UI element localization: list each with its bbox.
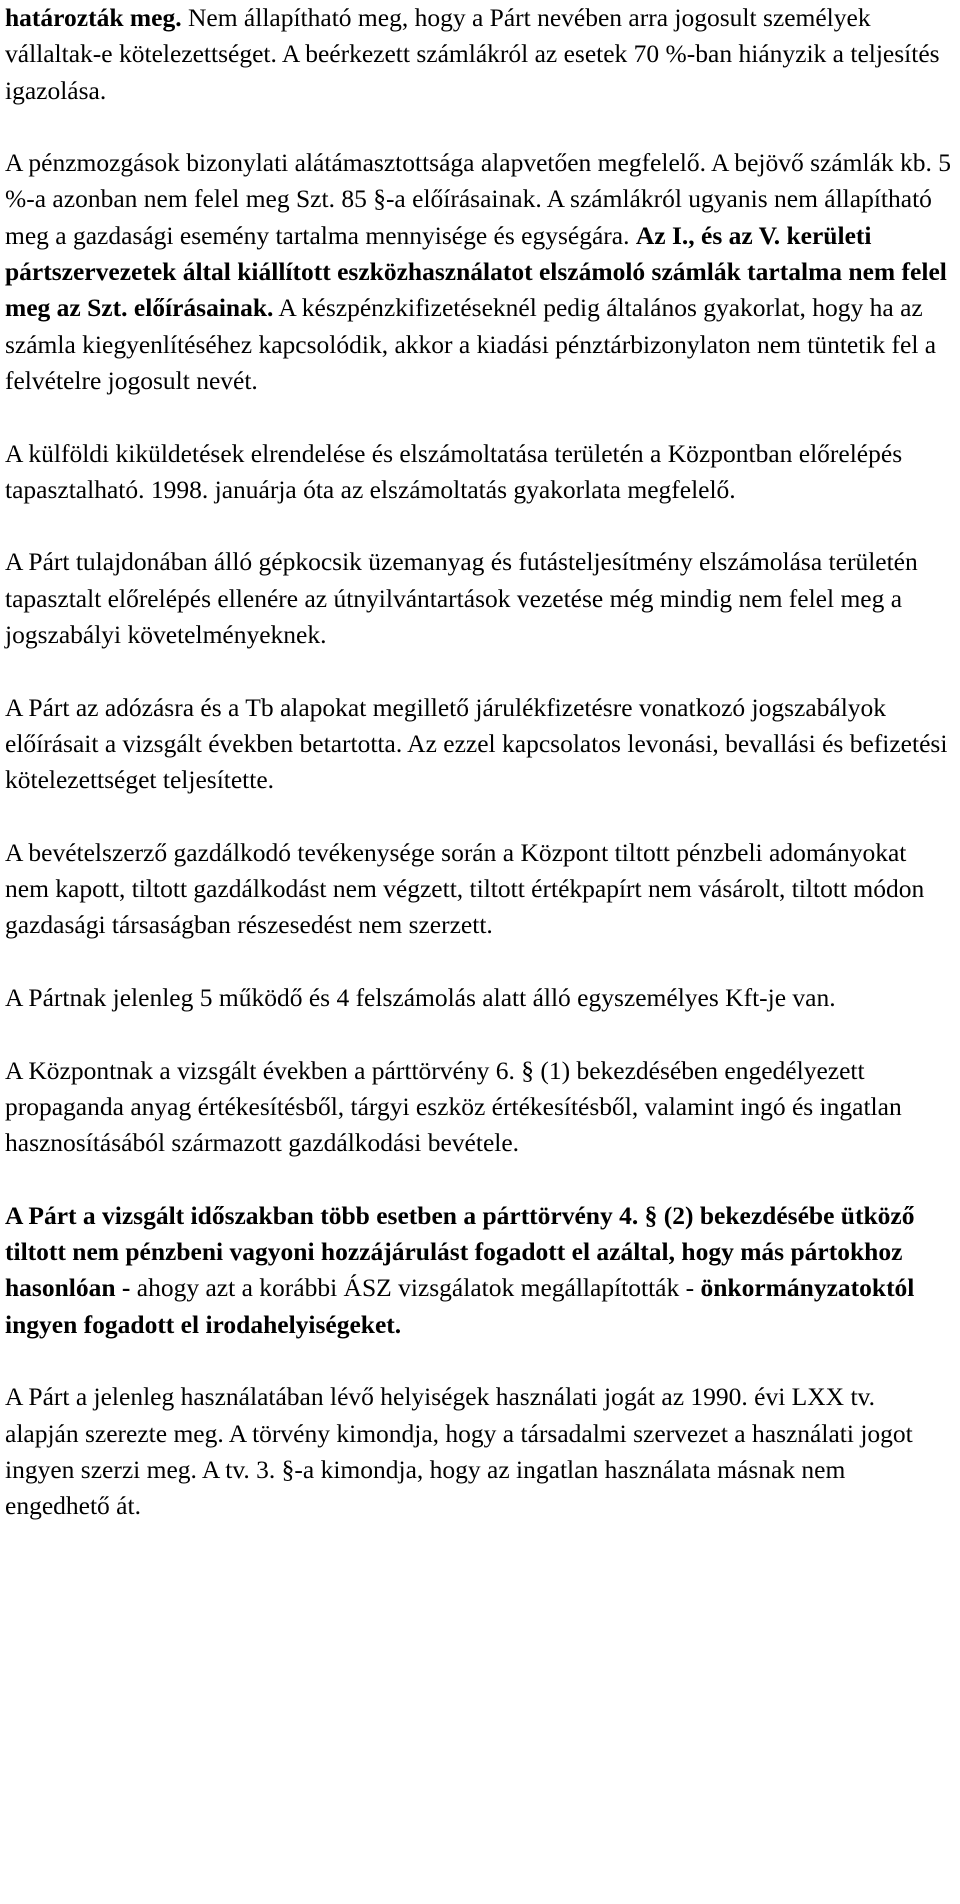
paragraph-10 <box>5 1379 952 1524</box>
bold-text: határozták meg. <box>5 3 182 32</box>
paragraph-5 <box>5 690 952 799</box>
text-run: A bevételszerző gazdálkodó tevékenysége során a Központ tiltott pénzbeli adományokat nem kapott, tiltott gazdálkodást nem végzett, tiltott értékpapírt nem vásárolt, tiltott módon gazdasági társaságban részesedést nem szerzett. <box>5 837 925 940</box>
text-run: A külföldi kiküldetések elrendelése és elszámoltatása területén a Központban előrelépés tapasztalható. 1998. januárja óta az elszámoltatás gyakorlata megfelelő. <box>5 438 903 504</box>
paragraph-2 <box>5 145 952 399</box>
text-run: Nem állapítható meg, hogy a Párt nevében arra jogosult személyek vállaltak-e kötelezettséget. A beérkezett számlákról az esetek 70 %-ban hiányzik a teljesítés igazolása. <box>5 3 940 105</box>
paragraph-6 <box>5 835 952 944</box>
text-run: ahogy azt a korábbi ÁSZ vizsgálatok megállapították - <box>130 1273 701 1303</box>
bold-text: A Párt a vizsgált időszakban több esetben a párttörvény 4. § (2) bekezdésébe ütköző tiltott nem pénzbeni vagyoni hozzájárulást fogadott el azáltal, hogy más pártokhoz hasonlóan - <box>5 1200 915 1303</box>
text-run: A készpénzkifizetéseknél pedig általános gyakorlat, hogy ha az számla kiegyenlítéséhez kapcsolódik, akkor a kiadási pénztárbizonylaton nem tüntetik fel a felvételre jogosult nevét. <box>5 293 937 395</box>
text-run: A Párt tulajdonában álló gépkocsik üzemanyag és futásteljesítmény elszámolása területén tapasztalt előrelépés ellenére az útnyilvántartások vezetése még mindig nem felel meg a jogszabályi követelményeknek. <box>5 547 918 650</box>
paragraph-3 <box>5 436 952 509</box>
paragraph-4 <box>5 544 952 653</box>
paragraph-7 <box>5 980 952 1016</box>
bold-text: önkormányzatoktól ingyen fogadott el irodahelyiségeket. <box>5 1273 915 1339</box>
bold-text: Az I., és az V. kerületi pártszervezetek által kiállított eszközhasználatot elszámoló számlák tartalma nem felel meg az Szt. előírásainak. <box>5 220 947 323</box>
paragraph-8 <box>5 1053 952 1162</box>
paragraph-9 <box>5 1198 952 1343</box>
text-run: A Párt az adózásra és a Tb alapokat megillető járulékfizetésre vonatkozó jogszabályok előírásait a vizsgált években betartotta. Az ezzel kapcsolatos levonási, bevallási és befizetési kötelezettséget teljesítette. <box>5 692 948 795</box>
text-run: A Központnak a vizsgált években a párttörvény 6. § (1) bekezdésében engedélyezett propaganda anyag értékesítésből, tárgyi eszköz értékesítésből, valamint ingó és ingatlan hasznosításából származott gazdálkodási bevétele. <box>5 1055 902 1158</box>
text-run: A Párt a jelenleg használatában lévő helyiségek használati jogát az 1990. évi LXX tv. alapján szerezte meg. A törvény kimondja, hogy a társadalmi szervezet a használati jogot ingyen szerzi meg. A tv. 3. §-a kimondja, hogy az ingatlan használata másnak nem engedhető át. <box>5 1382 913 1521</box>
text-run: A Pártnak jelenleg 5 működő és 4 felszámolás alatt álló egyszemélyes Kft-je van. <box>5 983 836 1013</box>
text-run: A pénzmozgások bizonylati alátámasztottsága alapvetően megfelelő. A bejövő számlák kb. 5 %-a azonban nem felel meg Szt. 85 §-a előírásainak. A számlákról ugyanis nem állapítható meg a gazdasági esemény tartalma mennyisége és egységára. <box>5 148 952 250</box>
paragraph-1 <box>5 0 952 109</box>
